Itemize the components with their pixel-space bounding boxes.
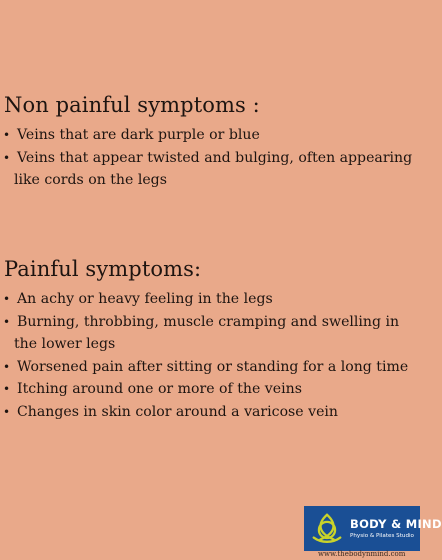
painful-symptoms-heading: Painful symptoms:: [4, 257, 202, 281]
painful-symptoms-list: [0, 288, 420, 423]
symptom-text: Itching around one or more of the veins: [17, 381, 302, 397]
list-item: [0, 378, 420, 401]
list-item: [0, 311, 420, 356]
non-painful-symptoms-list: [0, 124, 420, 192]
bullet-icon: •: [3, 150, 11, 165]
symptom-text: Veins that are dark purple or blue: [17, 127, 260, 143]
list-item: [0, 124, 420, 147]
symptom-text: Worsened pain after sitting or standing for a long time: [17, 358, 409, 375]
list-item: [0, 147, 420, 192]
list-item: [0, 288, 420, 311]
bullet-icon: •: [3, 382, 11, 396]
website-url: www.thebodynmind.com: [318, 550, 406, 558]
symptom-text: Veins that appear twisted and bulging, often appearing like cords on the legs: [14, 149, 413, 188]
bullet-icon: •: [3, 314, 11, 329]
symptom-text: An achy or heavy feeling in the legs: [17, 291, 273, 307]
triquetra-icon: [308, 510, 346, 548]
non-painful-symptoms-heading: Non painful symptoms :: [4, 93, 260, 117]
bullet-icon: •: [3, 292, 11, 306]
symptom-text: Changes in skin color around a varicose vein: [17, 403, 338, 420]
logo-title: BODY & MIND: [350, 517, 442, 531]
bullet-icon: •: [3, 128, 11, 142]
list-item: [0, 356, 420, 379]
body-and-mind-logo: [304, 506, 442, 551]
symptom-text: Burning, throbbing, muscle cramping and swelling in the lower legs: [14, 313, 400, 352]
logo-subtitle: Physio & Pilates Studio: [350, 533, 414, 539]
bullet-icon: •: [3, 359, 11, 374]
list-item: [0, 401, 420, 424]
bullet-icon: •: [3, 404, 11, 419]
